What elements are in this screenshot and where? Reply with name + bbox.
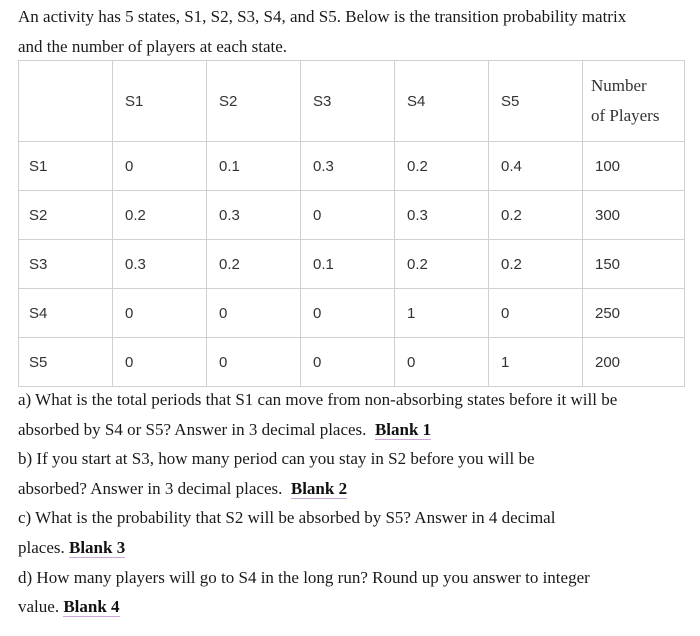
table-cell: 0.2 [395,240,489,289]
question-a-text: absorbed by S4 or S5? Answer in 3 decimal places. [18,419,367,439]
question-c-text: places. [18,537,65,557]
blank-4-field[interactable]: Blank 4 [63,597,120,617]
column-header-s4: S4 [395,61,489,142]
number-header-line-1: Number [591,76,647,95]
intro-line-2: and the number of players at each state. [18,37,288,56]
row-label: S3 [19,240,113,289]
players-cell: 200 [583,338,685,387]
blank-2-field[interactable]: Blank 2 [290,478,348,498]
question-a-line-1: a) What is the total periods that S1 can move from non-absorbing states before it will be [18,390,618,409]
table-cell: 0.2 [395,142,489,191]
column-header-number-of-players [583,61,685,142]
table-cell: 0.1 [301,240,395,289]
table-cell: 0.2 [113,191,207,240]
players-cell: 250 [583,289,685,338]
blank-3-field[interactable]: Blank 3 [68,537,126,557]
table-cell: 1 [489,338,583,387]
table-cell: 0.3 [395,191,489,240]
table-row [19,338,685,387]
table-cell: 0 [113,289,207,338]
table-cell: 0 [301,191,395,240]
table-cell: 0 [395,338,489,387]
table-cell: 0.2 [489,240,583,289]
row-label: S2 [19,191,113,240]
table-cell: 0.2 [207,240,301,289]
table-row [19,240,685,289]
question-b-text: absorbed? Answer in 3 decimal places. [18,478,283,498]
question-a-line-2 [18,415,688,445]
question-d-text: value. [18,597,60,617]
table-row [19,289,685,338]
table-row [19,191,685,240]
table-header-row [19,61,685,142]
table-cell: 0 [207,289,301,338]
table-cell: 0 [301,289,395,338]
problem-intro [18,2,688,62]
table-cell: 0.3 [207,191,301,240]
question-b-line-2 [18,474,688,504]
intro-line-1: An activity has 5 states, S1, S2, S3, S4, and S5. Below is the transition probability matrix [18,7,627,26]
row-label: S4 [19,289,113,338]
table-cell: 0.3 [301,142,395,191]
table-cell: 0.4 [489,142,583,191]
players-cell: 100 [583,142,685,191]
question-d-line-1: d) How many players will go to S4 in the long run? Round up you answer to integer [18,567,590,587]
table-cell: 0.3 [113,240,207,289]
blank-1-field[interactable]: Blank 1 [374,419,432,439]
column-header-s3: S3 [301,61,395,142]
column-header-s1: S1 [113,61,207,142]
table-row [19,142,685,191]
question-b-line-1: b) If you start at S3, how many period can you stay in S2 before you will be [18,449,535,469]
table-cell: 0.2 [489,191,583,240]
question-d-line-2 [18,592,688,622]
questions-section [18,385,688,622]
question-c-line-1: c) What is the probability that S2 will be absorbed by S5? Answer in 4 decimal [18,508,556,528]
corner-cell [19,61,113,142]
row-label: S1 [19,142,113,191]
table-cell: 0.1 [207,142,301,191]
number-header-line-2: of Players [591,106,660,125]
table-cell: 1 [395,289,489,338]
players-cell: 150 [583,240,685,289]
table-cell: 0 [207,338,301,387]
column-header-s5: S5 [489,61,583,142]
table-cell: 0 [489,289,583,338]
table-cell: 0 [113,142,207,191]
transition-matrix-table [18,60,685,387]
table-cell: 0 [301,338,395,387]
column-header-s2: S2 [207,61,301,142]
table-cell: 0 [113,338,207,387]
question-c-line-2 [18,533,688,563]
row-label: S5 [19,338,113,387]
players-cell: 300 [583,191,685,240]
